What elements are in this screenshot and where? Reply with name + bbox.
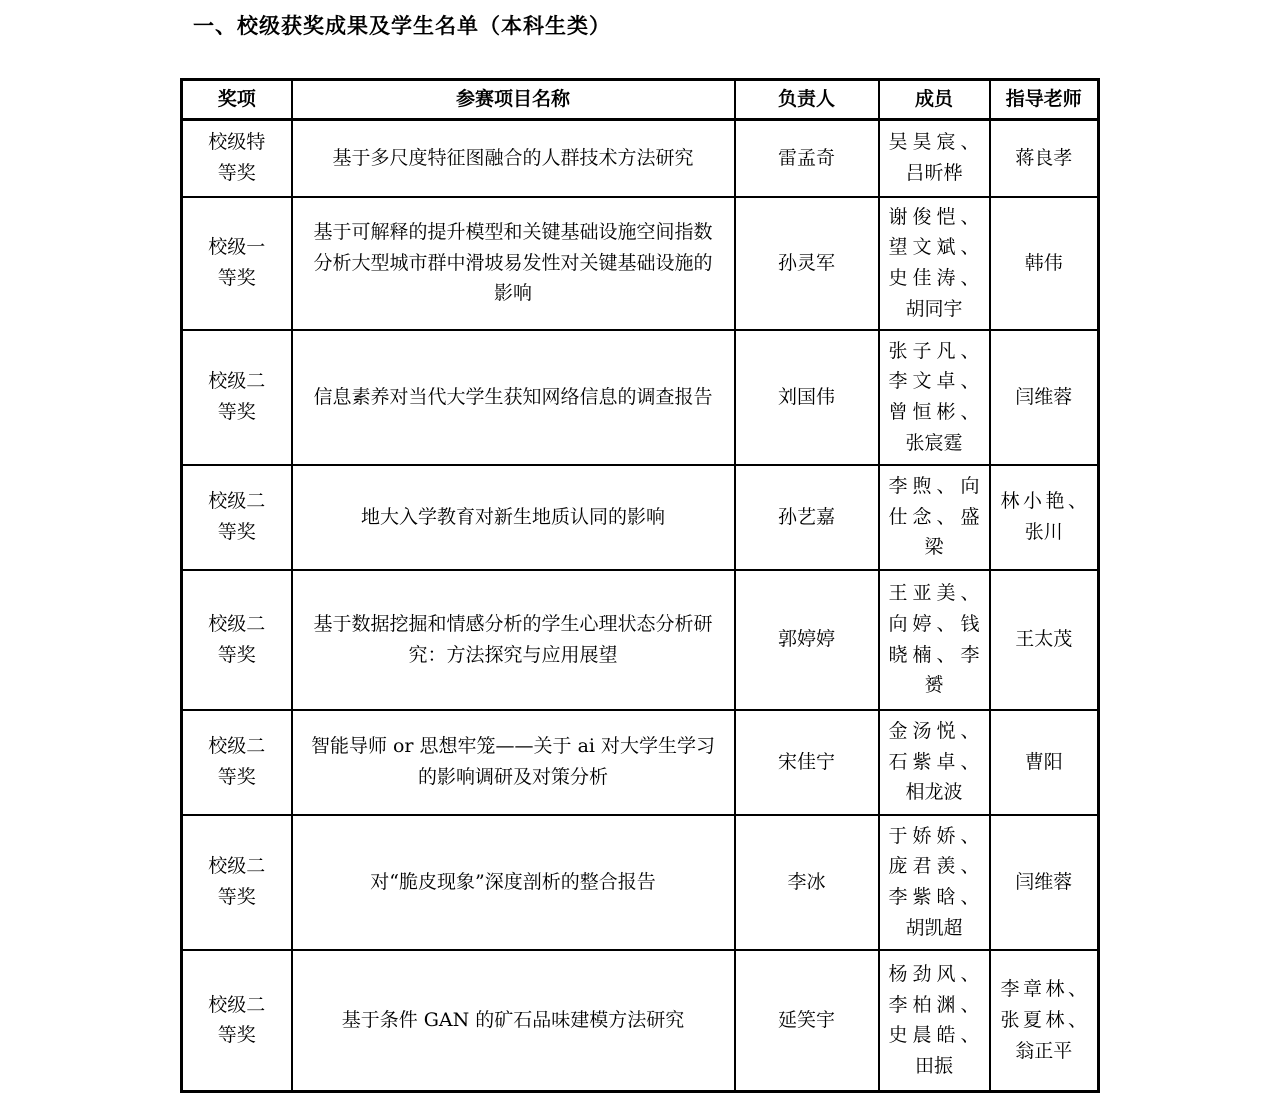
project-cell: 基于多尺度特征图融合的人群技术方法研究 [292,120,735,197]
members-cell: 李煦、向仕念、盛梁 [879,465,990,570]
project-cell: 基于可解释的提升模型和关键基础设施空间指数分析大型城市群中滑坡易发性对关键基础设施的影响 [292,197,735,330]
header-advisor: 指导老师 [990,80,1099,120]
table-row [182,465,1099,570]
table-row [182,815,1099,950]
leader-cell: 雷孟奇 [735,120,879,197]
advisor-cell: 闫维蓉 [990,330,1099,465]
project-cell: 信息素养对当代大学生获知网络信息的调查报告 [292,330,735,465]
award-cell: 校级二等奖 [182,465,292,570]
leader-cell: 孙灵军 [735,197,879,330]
advisor-cell: 李章林、张夏林、翁正平 [990,950,1099,1092]
table-header-row [182,80,1099,120]
members-cell: 金汤悦、石紫卓、相龙波 [879,710,990,815]
members-cell: 杨劲风、李柏渊、史晨皓、田振 [879,950,990,1092]
advisor-cell: 韩伟 [990,197,1099,330]
members-cell: 谢俊恺、望文斌、史佳涛、胡同宇 [879,197,990,330]
table-row [182,197,1099,330]
advisor-cell: 闫维蓉 [990,815,1099,950]
leader-cell: 刘国伟 [735,330,879,465]
table-row [182,330,1099,465]
table-row [182,710,1099,815]
award-table [180,78,1100,1093]
award-cell: 校级一等奖 [182,197,292,330]
header-award: 奖项 [182,80,292,120]
table-row [182,120,1099,197]
award-cell: 校级二等奖 [182,815,292,950]
project-cell: 地大入学教育对新生地质认同的影响 [292,465,735,570]
header-project: 参赛项目名称 [292,80,735,120]
header-leader: 负责人 [735,80,879,120]
project-cell: 对“脆皮现象”深度剖析的整合报告 [292,815,735,950]
award-cell: 校级二等奖 [182,710,292,815]
advisor-cell: 王太茂 [990,570,1099,710]
advisor-cell: 林小艳、张川 [990,465,1099,570]
advisor-cell: 蒋良孝 [990,120,1099,197]
award-cell: 校级二等奖 [182,950,292,1092]
project-cell: 基于条件 GAN 的矿石品味建模方法研究 [292,950,735,1092]
award-cell: 校级二等奖 [182,570,292,710]
leader-cell: 宋佳宁 [735,710,879,815]
table-row [182,950,1099,1092]
award-cell: 校级二等奖 [182,330,292,465]
leader-cell: 孙艺嘉 [735,465,879,570]
members-cell: 王亚美、向婷、钱晓楠、李赟 [879,570,990,710]
members-cell: 张子凡、李文卓、曾恒彬、张宸霆 [879,330,990,465]
leader-cell: 延笑宇 [735,950,879,1092]
members-cell: 吴昊宸、吕昕桦 [879,120,990,197]
project-cell: 基于数据挖掘和情感分析的学生心理状态分析研究：方法探究与应用展望 [292,570,735,710]
table-row [182,570,1099,710]
leader-cell: 李冰 [735,815,879,950]
leader-cell: 郭婷婷 [735,570,879,710]
section-title: 一、校级获奖成果及学生名单（本科生类） [193,13,611,38]
members-cell: 于娇娇、庞君羡、李紫晗、胡凯超 [879,815,990,950]
header-members: 成员 [879,80,990,120]
award-cell: 校级特等奖 [182,120,292,197]
project-cell: 智能导师 or 思想牢笼——关于 ai 对大学生学习的影响调研及对策分析 [292,710,735,815]
advisor-cell: 曹阳 [990,710,1099,815]
